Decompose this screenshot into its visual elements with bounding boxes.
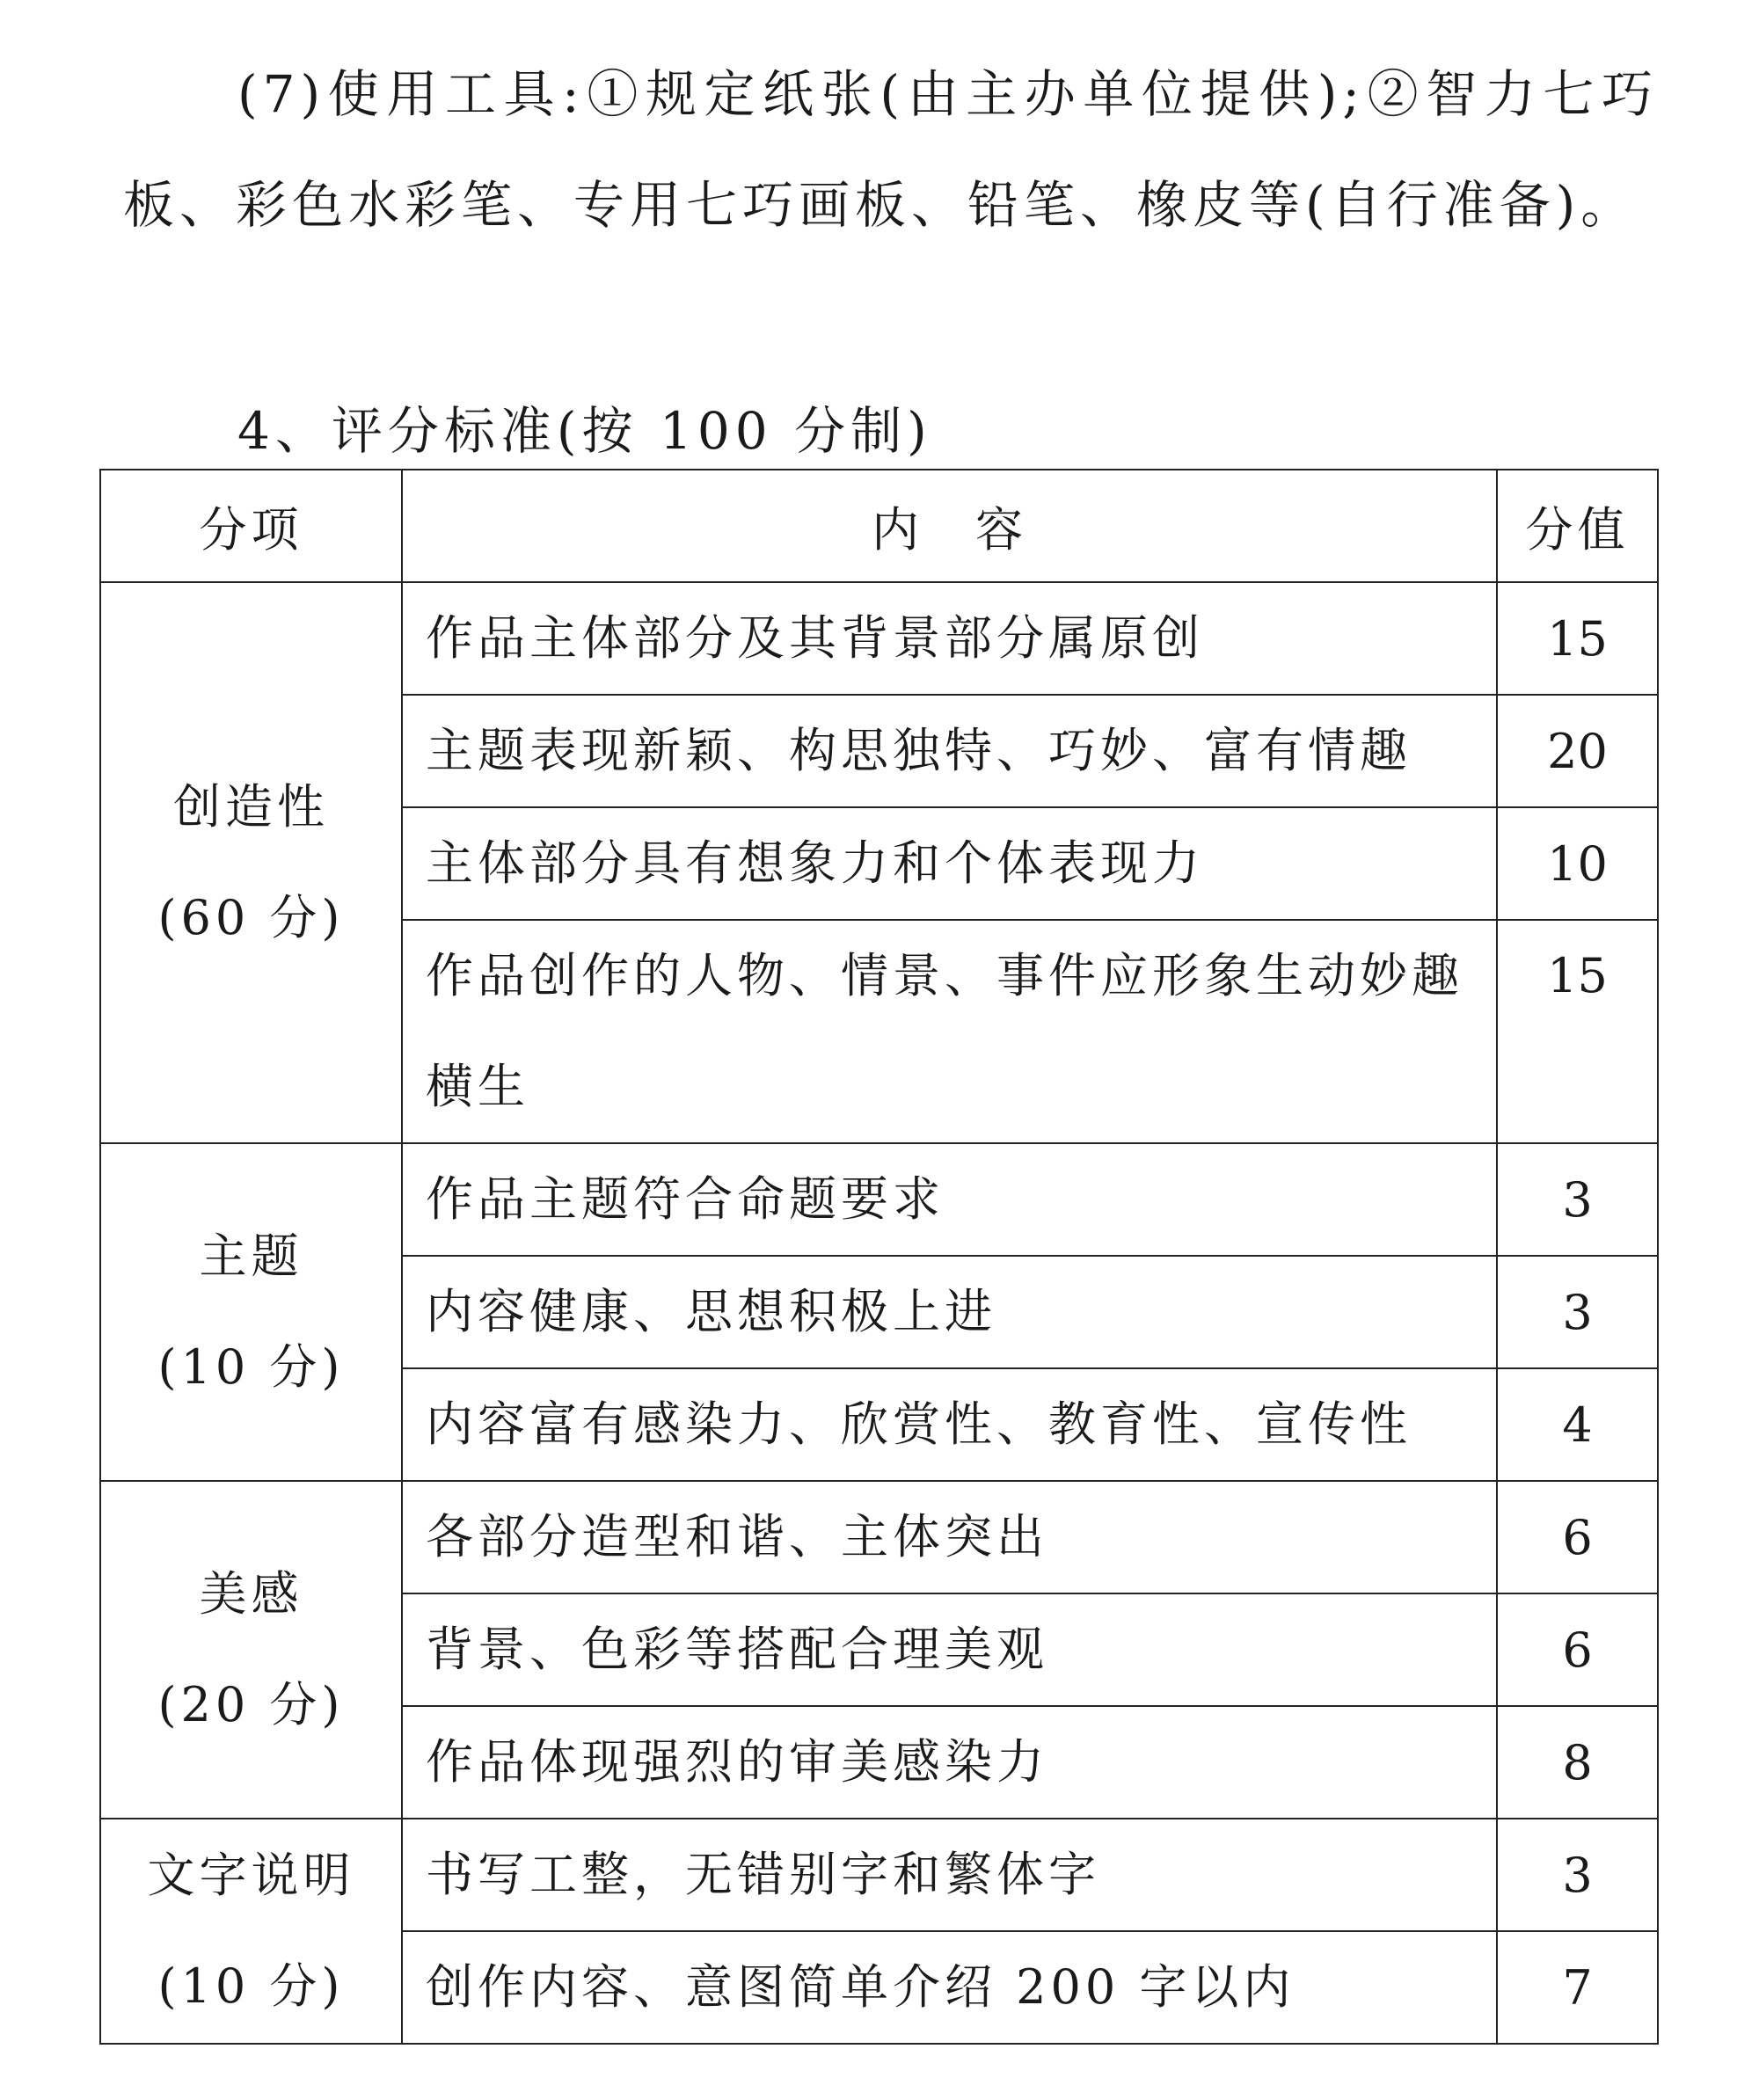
- category-points: (20 分): [157, 1677, 345, 1732]
- criterion-score: 7: [1497, 1931, 1658, 2044]
- category-cell: [100, 1819, 402, 2044]
- table-row: [100, 582, 1658, 695]
- criterion-text: 作品主体部分及其背景部分属原创: [402, 582, 1497, 695]
- criterion-score: 6: [1497, 1481, 1658, 1593]
- category-name: 主题: [199, 1229, 303, 1284]
- criterion-score: 3: [1497, 1143, 1658, 1256]
- criterion-score: 3: [1497, 1819, 1658, 1931]
- criterion-text: 主题表现新颖、构思独特、巧妙、富有情趣: [402, 695, 1497, 807]
- tools-paragraph: (7)使用工具:①规定纸张(由主办单位提供);②智力七巧板、彩色水彩笔、专用七巧画板、铅笔、橡皮等(自行准备)。: [123, 64, 1658, 235]
- header-category: 分项: [100, 470, 402, 582]
- category-name: 文字说明: [147, 1848, 355, 1903]
- header-content: 内 容: [402, 470, 1497, 582]
- category-name: 创造性: [173, 779, 329, 835]
- criterion-score: 10: [1497, 807, 1658, 920]
- criterion-text: 作品主题符合命题要求: [402, 1143, 1497, 1256]
- criterion-score: 15: [1497, 582, 1658, 695]
- criterion-score: 20: [1497, 695, 1658, 807]
- criterion-text: 各部分造型和谐、主体突出: [402, 1481, 1497, 1593]
- criterion-text: 主体部分具有想象力和个体表现力: [402, 807, 1497, 920]
- category-name: 美感: [199, 1566, 303, 1622]
- criterion-text: 背景、色彩等搭配合理美观: [402, 1593, 1497, 1706]
- table-row: [100, 1481, 1658, 1593]
- category-points: (10 分): [157, 1339, 345, 1395]
- criterion-score: 8: [1497, 1706, 1658, 1819]
- criterion-text: 书写工整，无错别字和繁体字: [402, 1819, 1497, 1931]
- criterion-score: 15: [1497, 920, 1658, 1143]
- criterion-text: 内容富有感染力、欣赏性、教育性、宣传性: [402, 1368, 1497, 1481]
- criterion-text: 内容健康、思想积极上进: [402, 1256, 1497, 1368]
- header-score: 分值: [1497, 470, 1658, 582]
- table-row: [100, 1143, 1658, 1256]
- category-points: (60 分): [157, 890, 345, 945]
- table-header-row: [100, 470, 1658, 582]
- criterion-score: 6: [1497, 1593, 1658, 1706]
- criterion-text: 作品创作的人物、情景、事件应形象生动妙趣横生: [402, 920, 1497, 1143]
- criterion-text: 作品体现强烈的审美感染力: [402, 1706, 1497, 1819]
- criterion-score: 3: [1497, 1256, 1658, 1368]
- section-heading: 4、评分标准(按 100 分制): [237, 401, 932, 461]
- criterion-score: 4: [1497, 1368, 1658, 1481]
- scoring-table: [99, 469, 1659, 2045]
- table-row: [100, 1819, 1658, 1931]
- category-cell: [100, 1143, 402, 1481]
- category-points: (10 分): [157, 1958, 345, 2014]
- category-cell: [100, 582, 402, 1143]
- category-cell: [100, 1481, 402, 1819]
- criterion-text: 创作内容、意图简单介绍 200 字以内: [402, 1931, 1497, 2044]
